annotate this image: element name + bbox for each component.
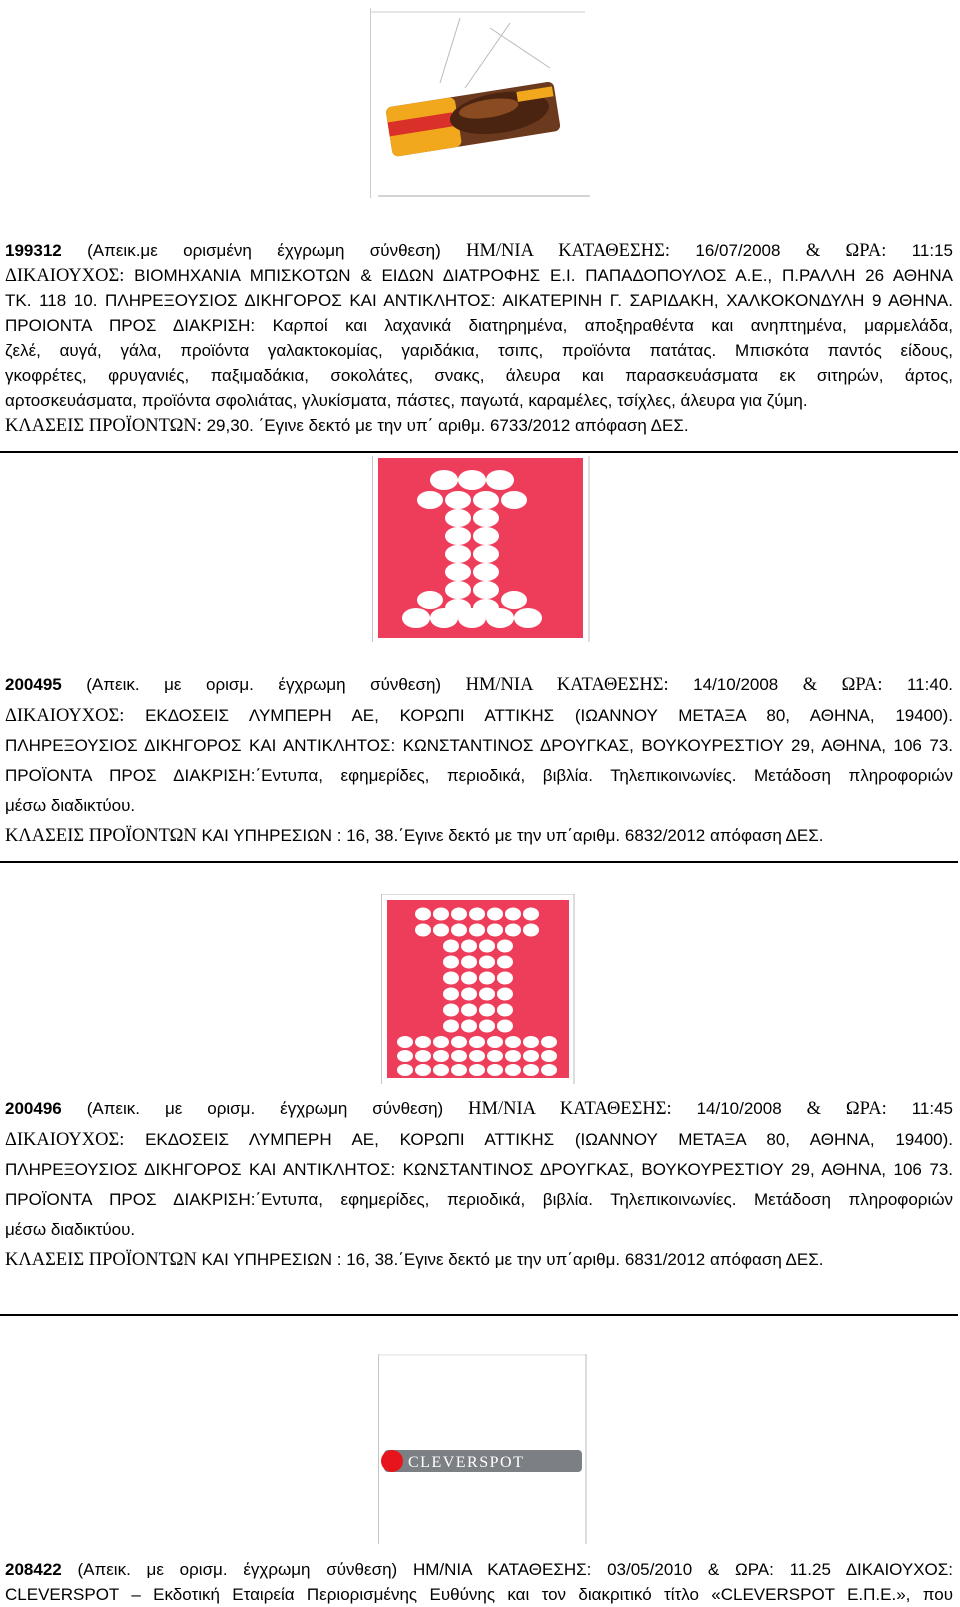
entry-number: 200496 (5, 1099, 62, 1118)
logo-dot (443, 988, 459, 1001)
logo-dot (433, 1050, 449, 1062)
logo-dot (451, 1036, 467, 1048)
entry-line (5, 263, 953, 288)
logo-dot (497, 940, 513, 953)
entry-200495 (5, 672, 953, 848)
logo-dot (445, 581, 471, 599)
logo-dot (479, 972, 495, 985)
logo-dot (514, 608, 542, 628)
pink-i-dots-logo-4col (381, 894, 575, 1084)
entry-line: γκοφρέτες, φρυγανιές, παξιμαδάκια, σοκολάτες, σνακς, άλευρα και παρασκευάσματα εκ σιτηρών, άρτος, (5, 366, 953, 385)
logo-dot (473, 581, 499, 599)
logo-dot (443, 972, 459, 985)
entry-200496 (5, 1096, 953, 1272)
entry-208422 (5, 1557, 953, 1607)
logo-dot (451, 1050, 467, 1062)
logo-dot (497, 1004, 513, 1017)
entry-text: (Απεικ. με ορισμ. έγχρωμη σύνθεση) ΗΜ/ΝΙΑ ΚΑΤΑΘΕΣΗΣ: 03/05/2010 & ΩΡΑ: 11.25 ΔΙΚΑΙΟΥΧΟΣ: (77, 1560, 953, 1579)
entry-text: (Απεικ. με ορισμ. έγχρωμη σύνθεση) (86, 675, 466, 694)
logo-dot (469, 1064, 485, 1076)
logo-dot (433, 924, 449, 937)
entry-line (5, 823, 953, 848)
logo-dot (415, 924, 431, 937)
logo-dot (469, 908, 485, 921)
logo-dot (479, 956, 495, 969)
logo-dot (523, 1064, 539, 1076)
entry-line: ΠΛΗΡΕΞΟΥΣΙΟΣ ΔΙΚΗΓΟΡΟΣ ΚΑΙ ΑΝΤΙΚΛΗΤΟΣ: ΚΩΝΣΤΑΝΤΙΝΟΣ ΔΡΟΥΓΚΑΣ, ΒΟΥΚΟΥΡΕΣΤΙΟΥ 29, ΑΘΗΝΑ, 106 73. (5, 1160, 953, 1179)
logo-dot (523, 1036, 539, 1048)
logo-dot (487, 1064, 503, 1076)
logo-dot (541, 1036, 557, 1048)
logo-dot (430, 608, 458, 628)
entry-line: CLEVERSPOT – Εκδοτική Εταιρεία Περιορισμένης Ευθύνης και τον διακριτικό τίτλο «CLEVERSPOT Ε.Π.Ε.», που (5, 1585, 953, 1604)
entry-line: ΠΡΟΪΟΝΤΑ ΠΡΟΣ ΔΙΑΚΡΙΣΗ:΄Εντυπα, εφημερίδες, περιοδικά, βιβλία. Τηλεπικοινωνίες. Μετάδοση πληροφοριών (5, 766, 953, 785)
logo-dot (541, 1064, 557, 1076)
entry-line (5, 672, 953, 697)
logo-dot (445, 545, 471, 563)
logo-dot (430, 470, 458, 490)
entry-number: 208422 (5, 1560, 62, 1579)
logo-dot (443, 956, 459, 969)
entry-line (5, 1127, 953, 1152)
logo-dot (479, 1004, 495, 1017)
time-label: & ΩΡΑ: (806, 1099, 887, 1119)
divider (0, 451, 958, 453)
logo-dot (486, 608, 514, 628)
logo-dot (461, 972, 477, 985)
logo-dot (505, 908, 521, 921)
logo-dot (469, 1036, 485, 1048)
logo-dot (523, 908, 539, 921)
classes-text: 29,30. ΄Εγινε δεκτό με την υπ΄ αριθμ. 6733/2012 απόφαση ΔΕΣ. (201, 416, 689, 435)
logo-dot (443, 940, 459, 953)
filing-time: 11:15 (886, 241, 953, 260)
logo-dot (473, 527, 499, 545)
entry-line (5, 703, 953, 728)
logo-dot (473, 509, 499, 527)
logo-dot (473, 563, 499, 581)
logo-dot (505, 1036, 521, 1048)
owner-label: ΔΙΚΑΙΟΥΧΟΣ: (5, 706, 125, 726)
logo-dot (487, 1050, 503, 1062)
classes-text: ΚΑΙ ΥΠΗΡΕΣΙΩΝ : 16, 38.΄Εγινε δεκτό με την υπ΄αριθμ. 6831/2012 απόφαση ΔΕΣ. (196, 1250, 824, 1269)
classes-label: ΚΛΑΣΕΙΣ ΠΡΟΪΟΝΤΩΝ (5, 826, 197, 846)
logo-dot (445, 527, 471, 545)
logo-dot (417, 491, 443, 509)
filing-date: 14/10/2008 (671, 1099, 807, 1118)
entry-line: ΠΡΟΪΟΝΤΑ ΠΡΟΣ ΔΙΑΚΡΙΣΗ:΄Εντυπα, εφημερίδες, περιοδικά, βιβλία. Τηλεπικοινωνίες. Μετάδοση πληροφοριών (5, 1190, 953, 1209)
owner-label: ΔΙΚΑΙΟΥΧΟΣ: (5, 266, 125, 286)
logo-dot (397, 1064, 413, 1076)
logo-dot (458, 608, 486, 628)
logo-dot (523, 1050, 539, 1062)
entry-line: ΠΡΟΙΟΝΤΑ ΠΡΟΣ ΔΙΑΚΡΙΣΗ: Καρποί και λαχανικά διατηρημένα, αποξηραθέντα και ανηπτημένα, μαρμελάδα, (5, 316, 953, 335)
time-label: & ΩΡΑ: (805, 241, 887, 261)
entry-line (5, 1096, 953, 1121)
entry-line (5, 1557, 953, 1582)
entry-line: μέσω διαδικτύου. (5, 796, 136, 815)
logo-dot (505, 1050, 521, 1062)
time-label: & ΩΡΑ: (802, 675, 883, 695)
logo-dot (497, 988, 513, 1001)
logo-dot (461, 988, 477, 1001)
divider (0, 1314, 958, 1316)
classes-label: ΚΛΑΣΕΙΣ ΠΡΟΪΟΝΤΩΝ: (5, 416, 202, 436)
logo-dot (445, 509, 471, 527)
entry-line: αρτοσκευάσματα, προϊόντα σφολιάτας, γλυκίσματα, πάστες, παγωτά, καραμέλες, τσίχλες, άλευρα για ζύμη. (5, 391, 808, 410)
entry-number: 200495 (5, 675, 62, 694)
cleverspot-logo (378, 1354, 588, 1544)
logo-dot (473, 491, 499, 509)
logo-dot (479, 1020, 495, 1033)
entry-line (5, 1247, 953, 1272)
logo-dot (451, 924, 467, 937)
logo-dot (501, 591, 527, 609)
logo-dot (501, 491, 527, 509)
filing-date-label: ΗΜ/ΝΙΑ ΚΑΤΑΘΕΣΗΣ: (466, 241, 670, 261)
logo-dot (417, 591, 443, 609)
logo-dot (505, 1064, 521, 1076)
filing-date: 14/10/2008 (668, 675, 803, 694)
logo-dot (469, 1050, 485, 1062)
logo-dot (415, 1036, 431, 1048)
logo-dot (497, 956, 513, 969)
entry-text: (Απεικ.με ορισμένη έχγρωμη σύνθεση) (87, 241, 467, 260)
pink-i-dots-logo-3col (372, 456, 590, 642)
filing-date-label: ΗΜ/ΝΙΑ ΚΑΤΑΘΕΣΗΣ: (465, 675, 669, 695)
logo-dot (397, 1036, 413, 1048)
logo-dot (487, 1036, 503, 1048)
filing-time: 11:40. (882, 675, 953, 694)
entry-text: (Απεικ. με ορισμ. έγχρωμη σύνθεση) (86, 1099, 469, 1118)
entry-199312 (5, 238, 953, 438)
classes-text: ΚΑΙ ΥΠΗΡΕΣΙΩΝ : 16, 38.΄Εγινε δεκτό με την υπ΄αριθμ. 6832/2012 απόφαση ΔΕΣ. (196, 826, 824, 845)
logo-dot (402, 608, 430, 628)
logo-dot (415, 1050, 431, 1062)
logo-dot (479, 988, 495, 1001)
logo-dot (497, 972, 513, 985)
logo-dot (541, 1050, 557, 1062)
logo-dot (473, 545, 499, 563)
logo-dot (451, 1064, 467, 1076)
logo-dot (523, 924, 539, 937)
logo-dot (443, 1020, 459, 1033)
owner-text: ΒΙΟΜΗΧΑΝΙΑ ΜΠΙΣΚΟΤΩΝ & ΕΙΔΩΝ ΔΙΑΤΡΟΦΗΣ Ε.Ι. ΠΑΠΑΔΟΠΟΥΛΟΣ Α.Ε., Π.ΡΑΛΛΗ 26 ΑΘΗΝΑ (124, 266, 953, 285)
owner-text: ΕΚΔΟΣΕΙΣ ΛΥΜΠΕΡΗ ΑΕ, ΚΟΡΩΠΙ ΑΤΤΙΚΗΣ (ΙΩΑΝΝΟΥ ΜΕΤΑΞΑ 80, ΑΘΗΝΑ, 19400). (124, 1130, 953, 1149)
owner-label: ΔΙΚΑΙΟΥΧΟΣ: (5, 1130, 125, 1150)
logo-dot (461, 1020, 477, 1033)
logo-dot (433, 1064, 449, 1076)
logo-dot (445, 491, 471, 509)
entry-number: 199312 (5, 241, 62, 260)
logo-dot (461, 1004, 477, 1017)
logo-dot (505, 924, 521, 937)
entry-line (5, 238, 953, 263)
entry-line: ΤΚ. 118 10. ΠΛΗΡΕΞΟΥΣΙΟΣ ΔΙΚΗΓΟΡΟΣ ΚΑΙ ΑΝΤΙΚΛΗΤΟΣ: ΑΙΚΑΤΕΡΙΝΗ Γ. ΣΑΡΙΔΑΚΗ, ΧΑΛΚΟΚΟΝΔΥΛΗ 9 ΑΘΗΝΑ. (5, 291, 953, 310)
logo-dot (415, 908, 431, 921)
logo-dot (486, 470, 514, 490)
logo-dot (433, 908, 449, 921)
logo-dot (497, 1020, 513, 1033)
entry-line: ΠΛΗΡΕΞΟΥΣΙΟΣ ΔΙΚΗΓΟΡΟΣ ΚΑΙ ΑΝΤΙΚΛΗΤΟΣ: ΚΩΝΣΤΑΝΤΙΝΟΣ ΔΡΟΥΓΚΑΣ, ΒΟΥΚΟΥΡΕΣΤΙΟΥ 29, ΑΘΗΝΑ, 106 73. (5, 736, 953, 755)
logo-dot (433, 1036, 449, 1048)
logo-dot (487, 908, 503, 921)
logo-dot (397, 1050, 413, 1062)
cleverspot-wordmark: CLEVERSPOT (408, 1454, 525, 1471)
biscuit-package-logo (370, 8, 590, 198)
logo-dot (469, 924, 485, 937)
filing-date-label: ΗΜ/ΝΙΑ ΚΑΤΑΘΕΣΗΣ: (468, 1099, 672, 1119)
entry-line: ζελέ, αυγά, γάλα, προϊόντα γαλακτοκομίας, γαριδάκια, τσιπς, προϊόντα πατάτας. Μπισκότα παντός είδους, (5, 341, 953, 360)
filing-date: 16/07/2008 (670, 241, 806, 260)
classes-label: ΚΛΑΣΕΙΣ ΠΡΟΪΟΝΤΩΝ (5, 1250, 197, 1270)
divider (0, 861, 958, 863)
logo-dot (415, 1064, 431, 1076)
logo-dot (487, 924, 503, 937)
filing-time: 11:45 (886, 1099, 953, 1118)
logo-dot (479, 940, 495, 953)
logo-dot (443, 1004, 459, 1017)
logo-dot (461, 940, 477, 953)
logo-dot (445, 563, 471, 581)
owner-text: ΕΚΔΟΣΕΙΣ ΛΥΜΠΕΡΗ ΑΕ, ΚΟΡΩΠΙ ΑΤΤΙΚΗΣ (ΙΩΑΝΝΟΥ ΜΕΤΑΞΑ 80, ΑΘΗΝΑ, 19400). (124, 706, 953, 725)
logo-dot (461, 956, 477, 969)
entry-line: μέσω διαδικτύου. (5, 1220, 136, 1239)
entry-line (5, 413, 953, 438)
logo-dot (451, 908, 467, 921)
logo-dot (458, 470, 486, 490)
